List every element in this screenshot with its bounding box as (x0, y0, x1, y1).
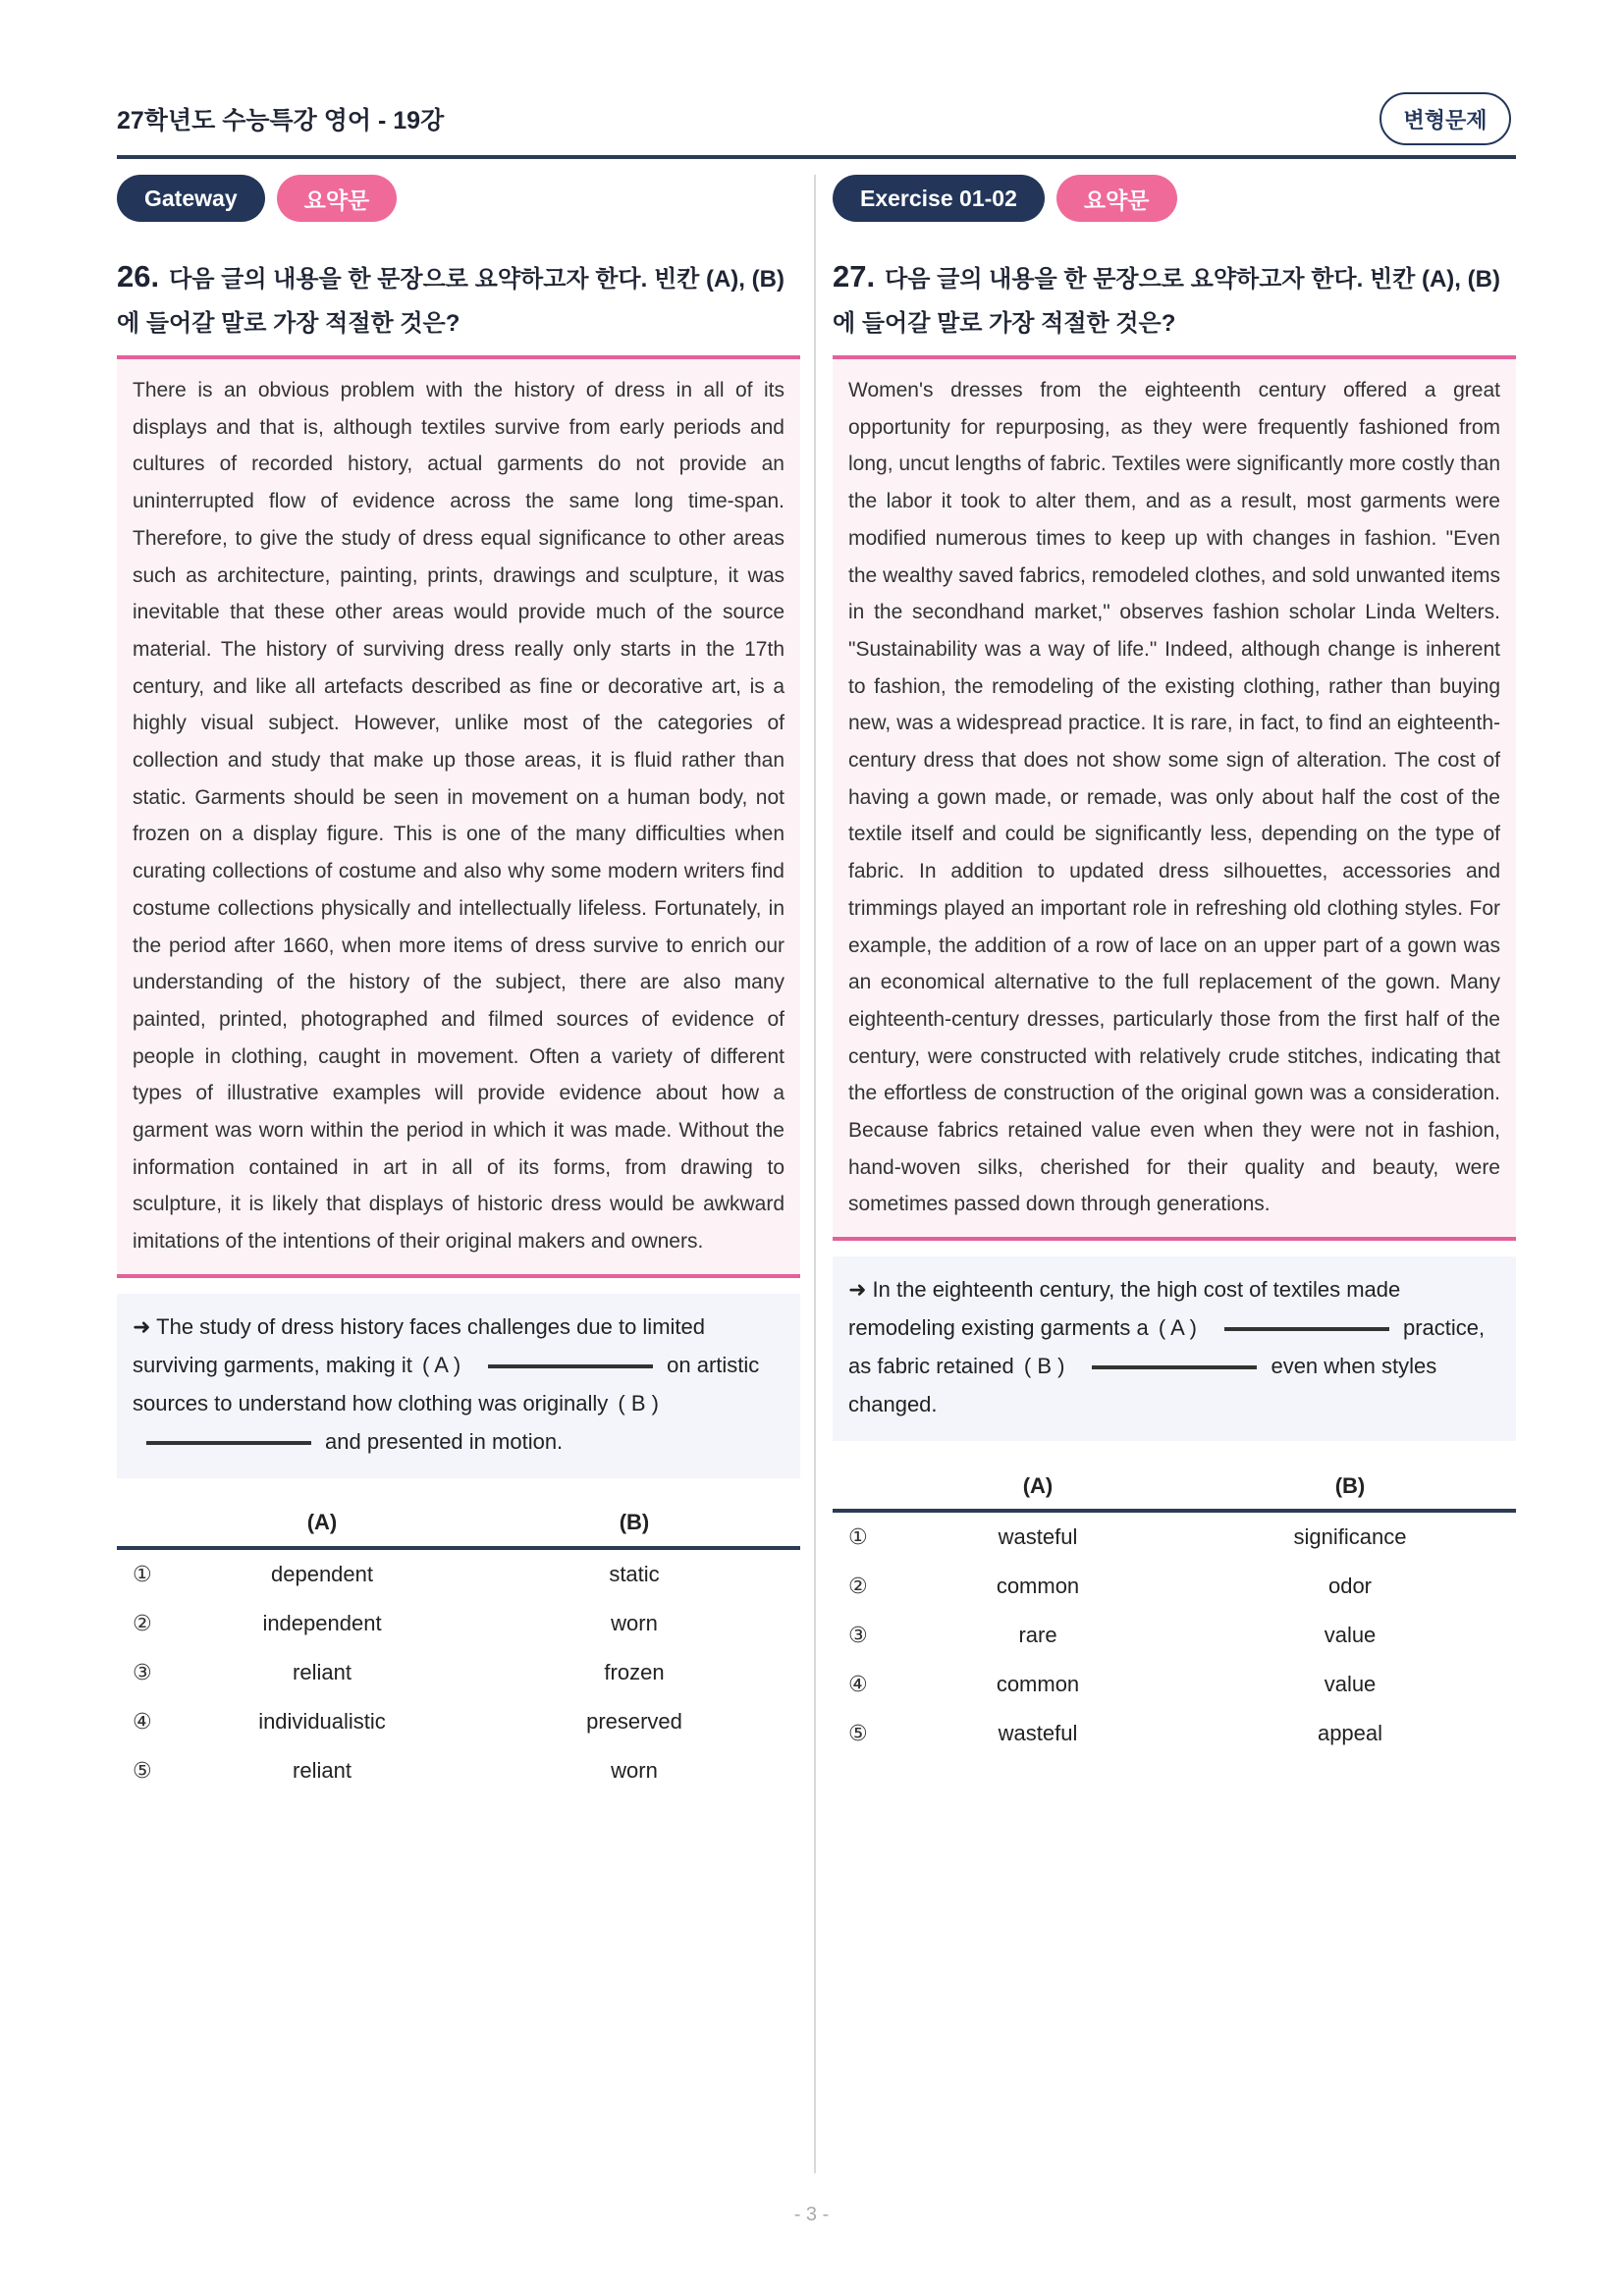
option-a: wasteful (998, 1524, 1078, 1550)
option-a: individualistic (258, 1708, 386, 1734)
option-number: ⑤ (133, 1757, 152, 1783)
type-badge: 변형문제 (1380, 92, 1511, 145)
answer-option[interactable] (833, 1660, 1516, 1709)
passage-27 (833, 355, 1516, 1241)
answer-option[interactable] (833, 1709, 1516, 1758)
left-tags (117, 175, 800, 222)
option-number: ② (133, 1610, 152, 1635)
option-b: value (1324, 1623, 1377, 1648)
blank-label-b: ( B ) (1023, 1354, 1065, 1379)
answer-option[interactable] (833, 1513, 1516, 1562)
option-number: ③ (133, 1659, 152, 1684)
summary-text-3: even when styles changed. (848, 1354, 1437, 1417)
blank-label-a: ( A ) (1158, 1315, 1197, 1341)
option-a: wasteful (998, 1721, 1078, 1746)
header-a: (A) (306, 1510, 338, 1535)
page-number: - 3 - (793, 2204, 830, 2225)
answer-option[interactable] (117, 1550, 800, 1599)
answer-option[interactable] (833, 1611, 1516, 1660)
option-b: worn (611, 1757, 658, 1783)
header-b: (B) (619, 1510, 650, 1535)
header-b: (B) (1334, 1472, 1366, 1498)
option-number: ④ (848, 1672, 868, 1697)
right-tags (833, 175, 1516, 222)
summary-text-1: ➜ In the eighteenth century, the high cost of textiles made remodeling existing garments a (848, 1277, 1401, 1341)
blank-b (1092, 1365, 1257, 1369)
answer-option[interactable] (117, 1648, 800, 1697)
option-number: ① (848, 1524, 868, 1550)
right-column (833, 175, 1516, 1758)
question-number: 26. (117, 259, 160, 294)
option-number: ⑤ (848, 1721, 868, 1746)
passage-text: Women's dresses from the eighteenth century offered a great opportunity for repurposing, as they were frequently fashioned from long, uncut lengths of fabric. Textiles were significantly more costly than the labor it took to alter them, and as a result, most garments were modified numerous times to keep up with changes in fashion. "Even the wealthy saved fabrics, remodeled clothes, and sold unwanted items in the secondhand market," observes fashion scholar Linda Welters. "Sustainability was a way of life." Indeed, although change is inherent to fashion, the remodeling of the existing clothing, rather than buying new, was a widespread practice. It is rare, in fact, to find an eighteenth-century dress that does not show some sign of alteration. The cost of having a gown made, or remade, was only about half the cost of the textile itself and could be significantly less, depending on the type of fabric. In addition to updated dress silhouettes, accessories and trimmings played an important role in refreshing old clothing styles. For example, the addition of a row of lace on an upper part of a gown was an economical alternative to the full replacement of the gown. Many eighteenth-century dresses, particularly those from the first half of the century, were constructed with relatively crude stitches, indicating that the effortless de construction of the original gown was a consideration. Because fabrics retained value even when they were not in fashion, hand-woven silks, cherished for their quality and beauty, were sometimes passed down through generations. (848, 379, 1500, 1216)
question-26 (117, 254, 800, 343)
option-b: static (609, 1561, 660, 1586)
option-b: worn (611, 1610, 658, 1635)
option-a: common (996, 1574, 1080, 1599)
option-b: odor (1327, 1574, 1373, 1599)
gateway-tag: Gateway (117, 175, 265, 222)
blank-a (1224, 1327, 1389, 1331)
answer-header (833, 1463, 1516, 1513)
summary-text-1: ➜ The study of dress history faces challenges due to limited surviving garments, making it (133, 1313, 705, 1377)
answer-table-26 (117, 1500, 800, 1795)
question-text: 다음 글의 내용을 한 문장으로 요약하고자 한다. 빈칸 (A), (B)에 들어갈 말로 가장 적절한 것은? (117, 266, 784, 337)
option-a: rare (1018, 1623, 1057, 1648)
passage-text: There is an obvious problem with the history of dress in all of its displays and that is, although textiles survive from early periods and cultures of recorded history, actual garments do not provide an uninterrupted flow of evidence across the same long time-span. Therefore, to give the study of dress equal significance to other areas such as architecture, painting, prints, drawings and sculpture, it was inevitable that these other areas would provide much of the source material. The history of surviving dress really only starts in the 17th century, and like all artefacts described as fine or decorative art, is a highly visual subject. However, unlike most of the categories of collection and study that make up those areas, it is fluid rather than static. Garments should be seen in movement on a human body, not frozen on a display figure. This is one of the many difficulties when curating collections of costume and also why some modern writers find costume collections physically and intellectually lifeless. Fortunately, in the period after 1660, when more items of dress survive to enrich our understanding of the history of the subject, there are also many painted, printed, photographed and filmed sources of evidence of people in clothing, caught in movement. Often a variety of different types of illustrative examples will provide evidence about how a garment was worn within the period in which it was made. Without the information contained in art in all of its forms, from drawing to sculpture, it is likely that displays of historic dress would be awkward imitations of the intentions of their original makers and owners. (133, 379, 784, 1254)
question-text: 다음 글의 내용을 한 문장으로 요약하고자 한다. 빈칸 (A), (B)에 들어갈 말로 가장 적절한 것은? (833, 266, 1500, 337)
left-column (117, 175, 800, 1795)
header-a: (A) (1022, 1472, 1054, 1498)
blank-label-b: ( B ) (618, 1390, 659, 1415)
option-b: appeal (1317, 1721, 1383, 1746)
option-number: ④ (133, 1708, 152, 1734)
summary-tag: 요약문 (277, 175, 398, 222)
summary-box-27 (833, 1256, 1516, 1441)
column-divider (814, 175, 816, 2173)
option-a: reliant (293, 1659, 352, 1684)
option-b: significance (1293, 1524, 1407, 1550)
option-number: ① (133, 1561, 152, 1586)
option-a: common (996, 1672, 1080, 1697)
summary-box-26 (117, 1294, 800, 1478)
question-27 (833, 254, 1516, 343)
option-number: ② (848, 1574, 868, 1599)
answer-header (117, 1500, 800, 1550)
header-rule (117, 155, 1516, 159)
option-a: reliant (293, 1757, 352, 1783)
option-number: ③ (848, 1623, 868, 1648)
summary-text-3: and presented in motion. (325, 1428, 564, 1454)
option-b: preserved (586, 1708, 682, 1734)
answer-option[interactable] (117, 1746, 800, 1795)
answer-option[interactable] (117, 1599, 800, 1648)
answer-option[interactable] (833, 1562, 1516, 1611)
summary-tag: 요약문 (1056, 175, 1177, 222)
answer-table-27 (833, 1463, 1516, 1758)
blank-b (146, 1441, 311, 1445)
blank-label-a: ( A ) (422, 1352, 461, 1377)
answer-option[interactable] (117, 1697, 800, 1746)
question-number: 27. (833, 259, 876, 294)
option-a: dependent (271, 1561, 373, 1586)
summary-text-2: practice, as fabric retained (848, 1315, 1486, 1379)
option-b: frozen (604, 1659, 665, 1684)
exercise-tag: Exercise 01-02 (833, 175, 1045, 222)
page-title: 27학년도 수능특강 영어 - 19강 (117, 107, 445, 134)
blank-a (488, 1364, 653, 1368)
summary-text-2: on artistic sources to understand how clothing was originally (133, 1352, 760, 1415)
option-b: value (1324, 1672, 1377, 1697)
option-a: independent (262, 1610, 382, 1635)
passage-26 (117, 355, 800, 1278)
